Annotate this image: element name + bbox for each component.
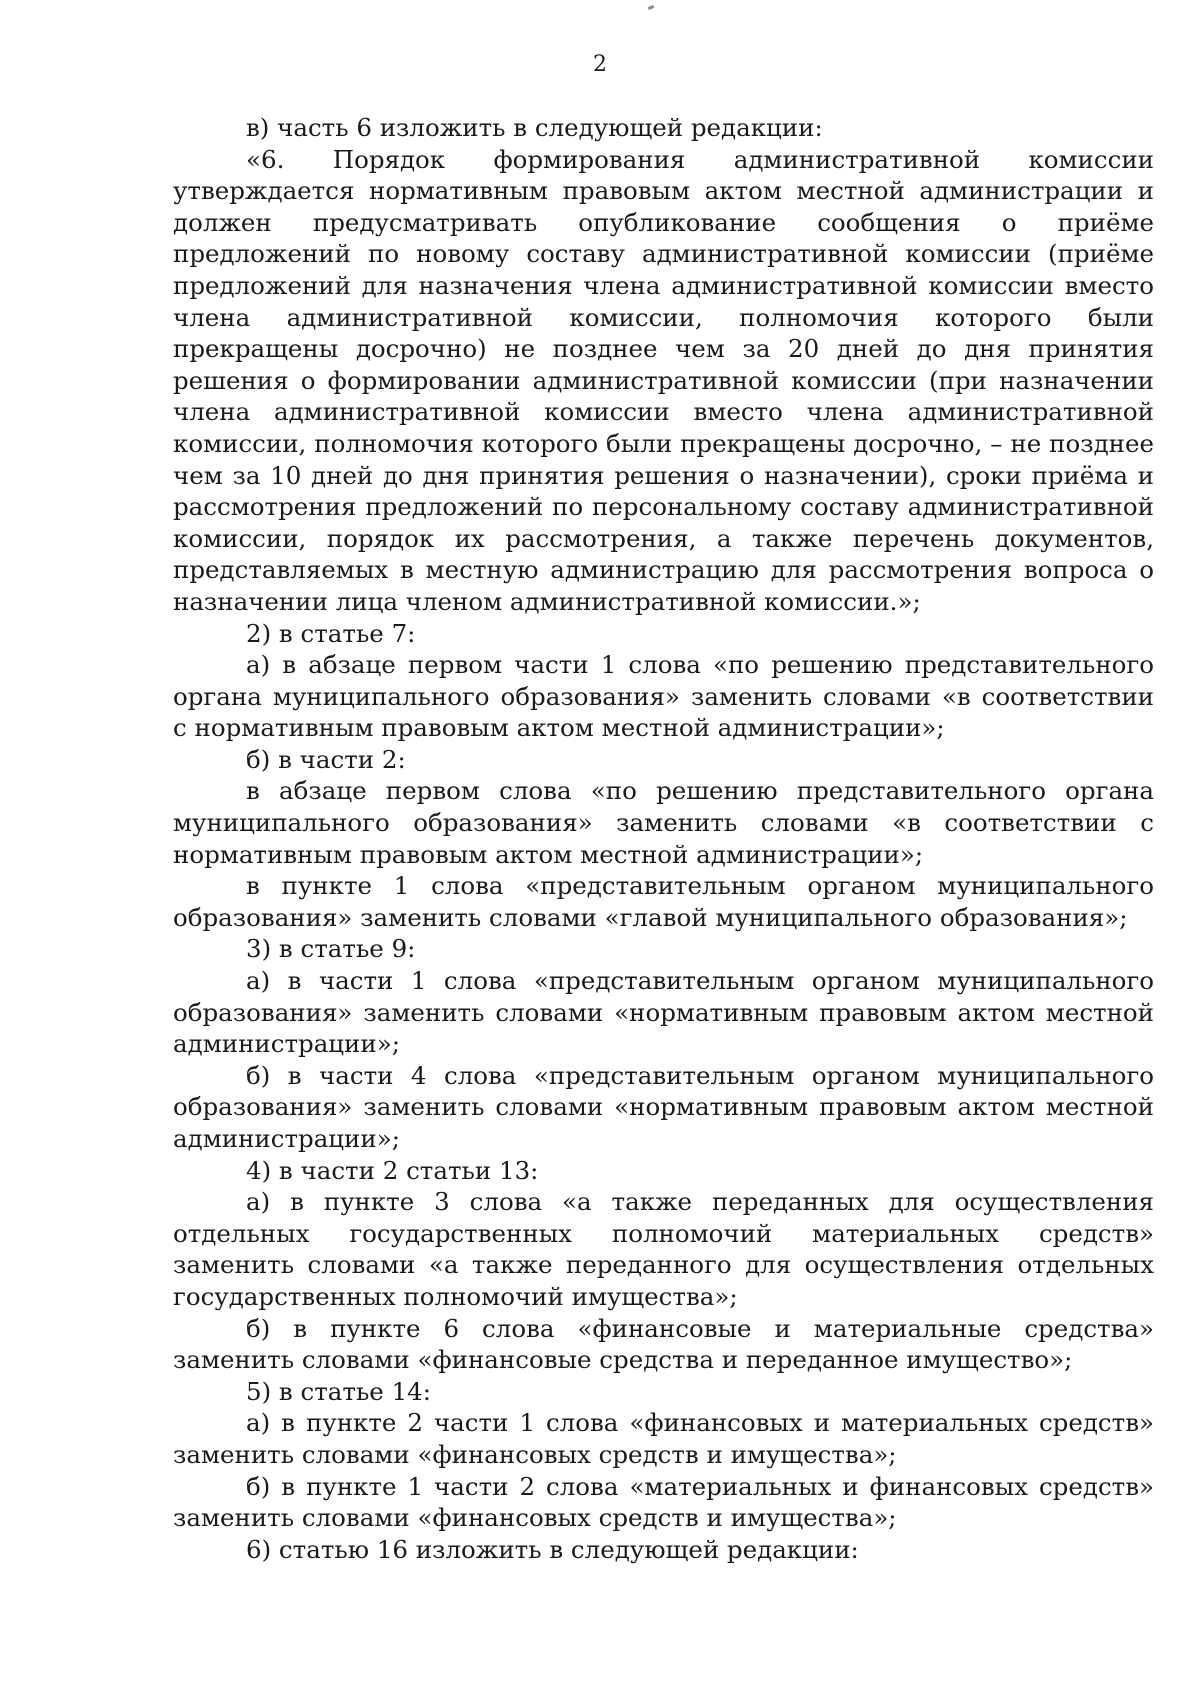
paragraph: а) в части 1 слова «представительным органом муниципального образования» заменить словами «нормативным правовым актом местной администрации»; — [173, 966, 1154, 1059]
paragraph: «6. Порядок формирования административной комиссии утверждается нормативным правовым актом местной администрации и должен предусматривать опубликование сообщения о приёме предложений по новому составу административной комиссии (приёме предложений для назначения члена административной комиссии вместо члена административной комиссии, полномочия которого были прекращены досрочно) не позднее чем за 20 дней до дня принятия решения о формировании административной комиссии (при назначении члена административной комиссии вместо члена административной комиссии, полномочия которого были прекращены досрочно, – не позднее чем за 10 дней до дня принятия решения о назначении), сроки приёма и рассмотрения предложений по персональному составу административной комиссии, порядок их рассмотрения, а также перечень документов, представляемых в местную администрацию для рассмотрения вопроса о назначении лица членом административной комиссии.»; — [173, 144, 1154, 616]
paragraph: б) в части 2: — [246, 744, 406, 774]
paragraph: а) в пункте 2 части 1 слова «финансовых и материальных средств» заменить словами «финансовых средств и имущества»; — [173, 1408, 1154, 1469]
paragraph: а) в абзаце первом части 1 слова «по решению представительного органа муниципального образования» заменить словами «в соответствии с нормативным правовым актом местной администрации»; — [173, 650, 1154, 743]
paragraph: а) в пункте 3 слова «а также переданных для осуществления отдельных государственных полномочий материальных средств» заменить словами «а также переданного для осуществления отдельных государственных полномочий имущества»; — [173, 1187, 1154, 1311]
scan-artifact — [648, 5, 655, 10]
paragraph: 6) статью 16 изложить в следующей редакции: — [246, 1534, 859, 1564]
paragraph: в пункте 1 слова «представительным органом муниципального образования» заменить словами «главой муниципального образования»; — [173, 871, 1154, 932]
paragraph: в) часть 6 изложить в следующей редакции: — [246, 113, 823, 142]
paragraph: б) в пункте 6 слова «финансовые и материальные средства» заменить словами «финансовые средства и переданное имущество»; — [173, 1313, 1154, 1375]
paragraph: 5) в статье 14: — [246, 1376, 432, 1406]
paragraph: в абзаце первом слова «по решению представительного органа муниципального образования» заменить словами «в соответствии с нормативным правовым актом местной администрации»; — [173, 776, 1154, 869]
paragraph: 4) в части 2 статьи 13: — [246, 1155, 539, 1185]
paragraph: б) в пункте 1 части 2 слова «материальных и финансовых средств» заменить словами «финансовых средств и имущества»; — [173, 1471, 1154, 1533]
page-number: 2 — [593, 52, 607, 77]
paragraph: б) в части 4 слова «представительным органом муниципального образования» заменить словами «нормативным правовым актом местной администрации»; — [173, 1060, 1154, 1153]
paragraph: 3) в статье 9: — [246, 934, 416, 964]
paragraph: 2) в статье 7: — [246, 618, 416, 648]
document-body — [173, 112, 1154, 1565]
